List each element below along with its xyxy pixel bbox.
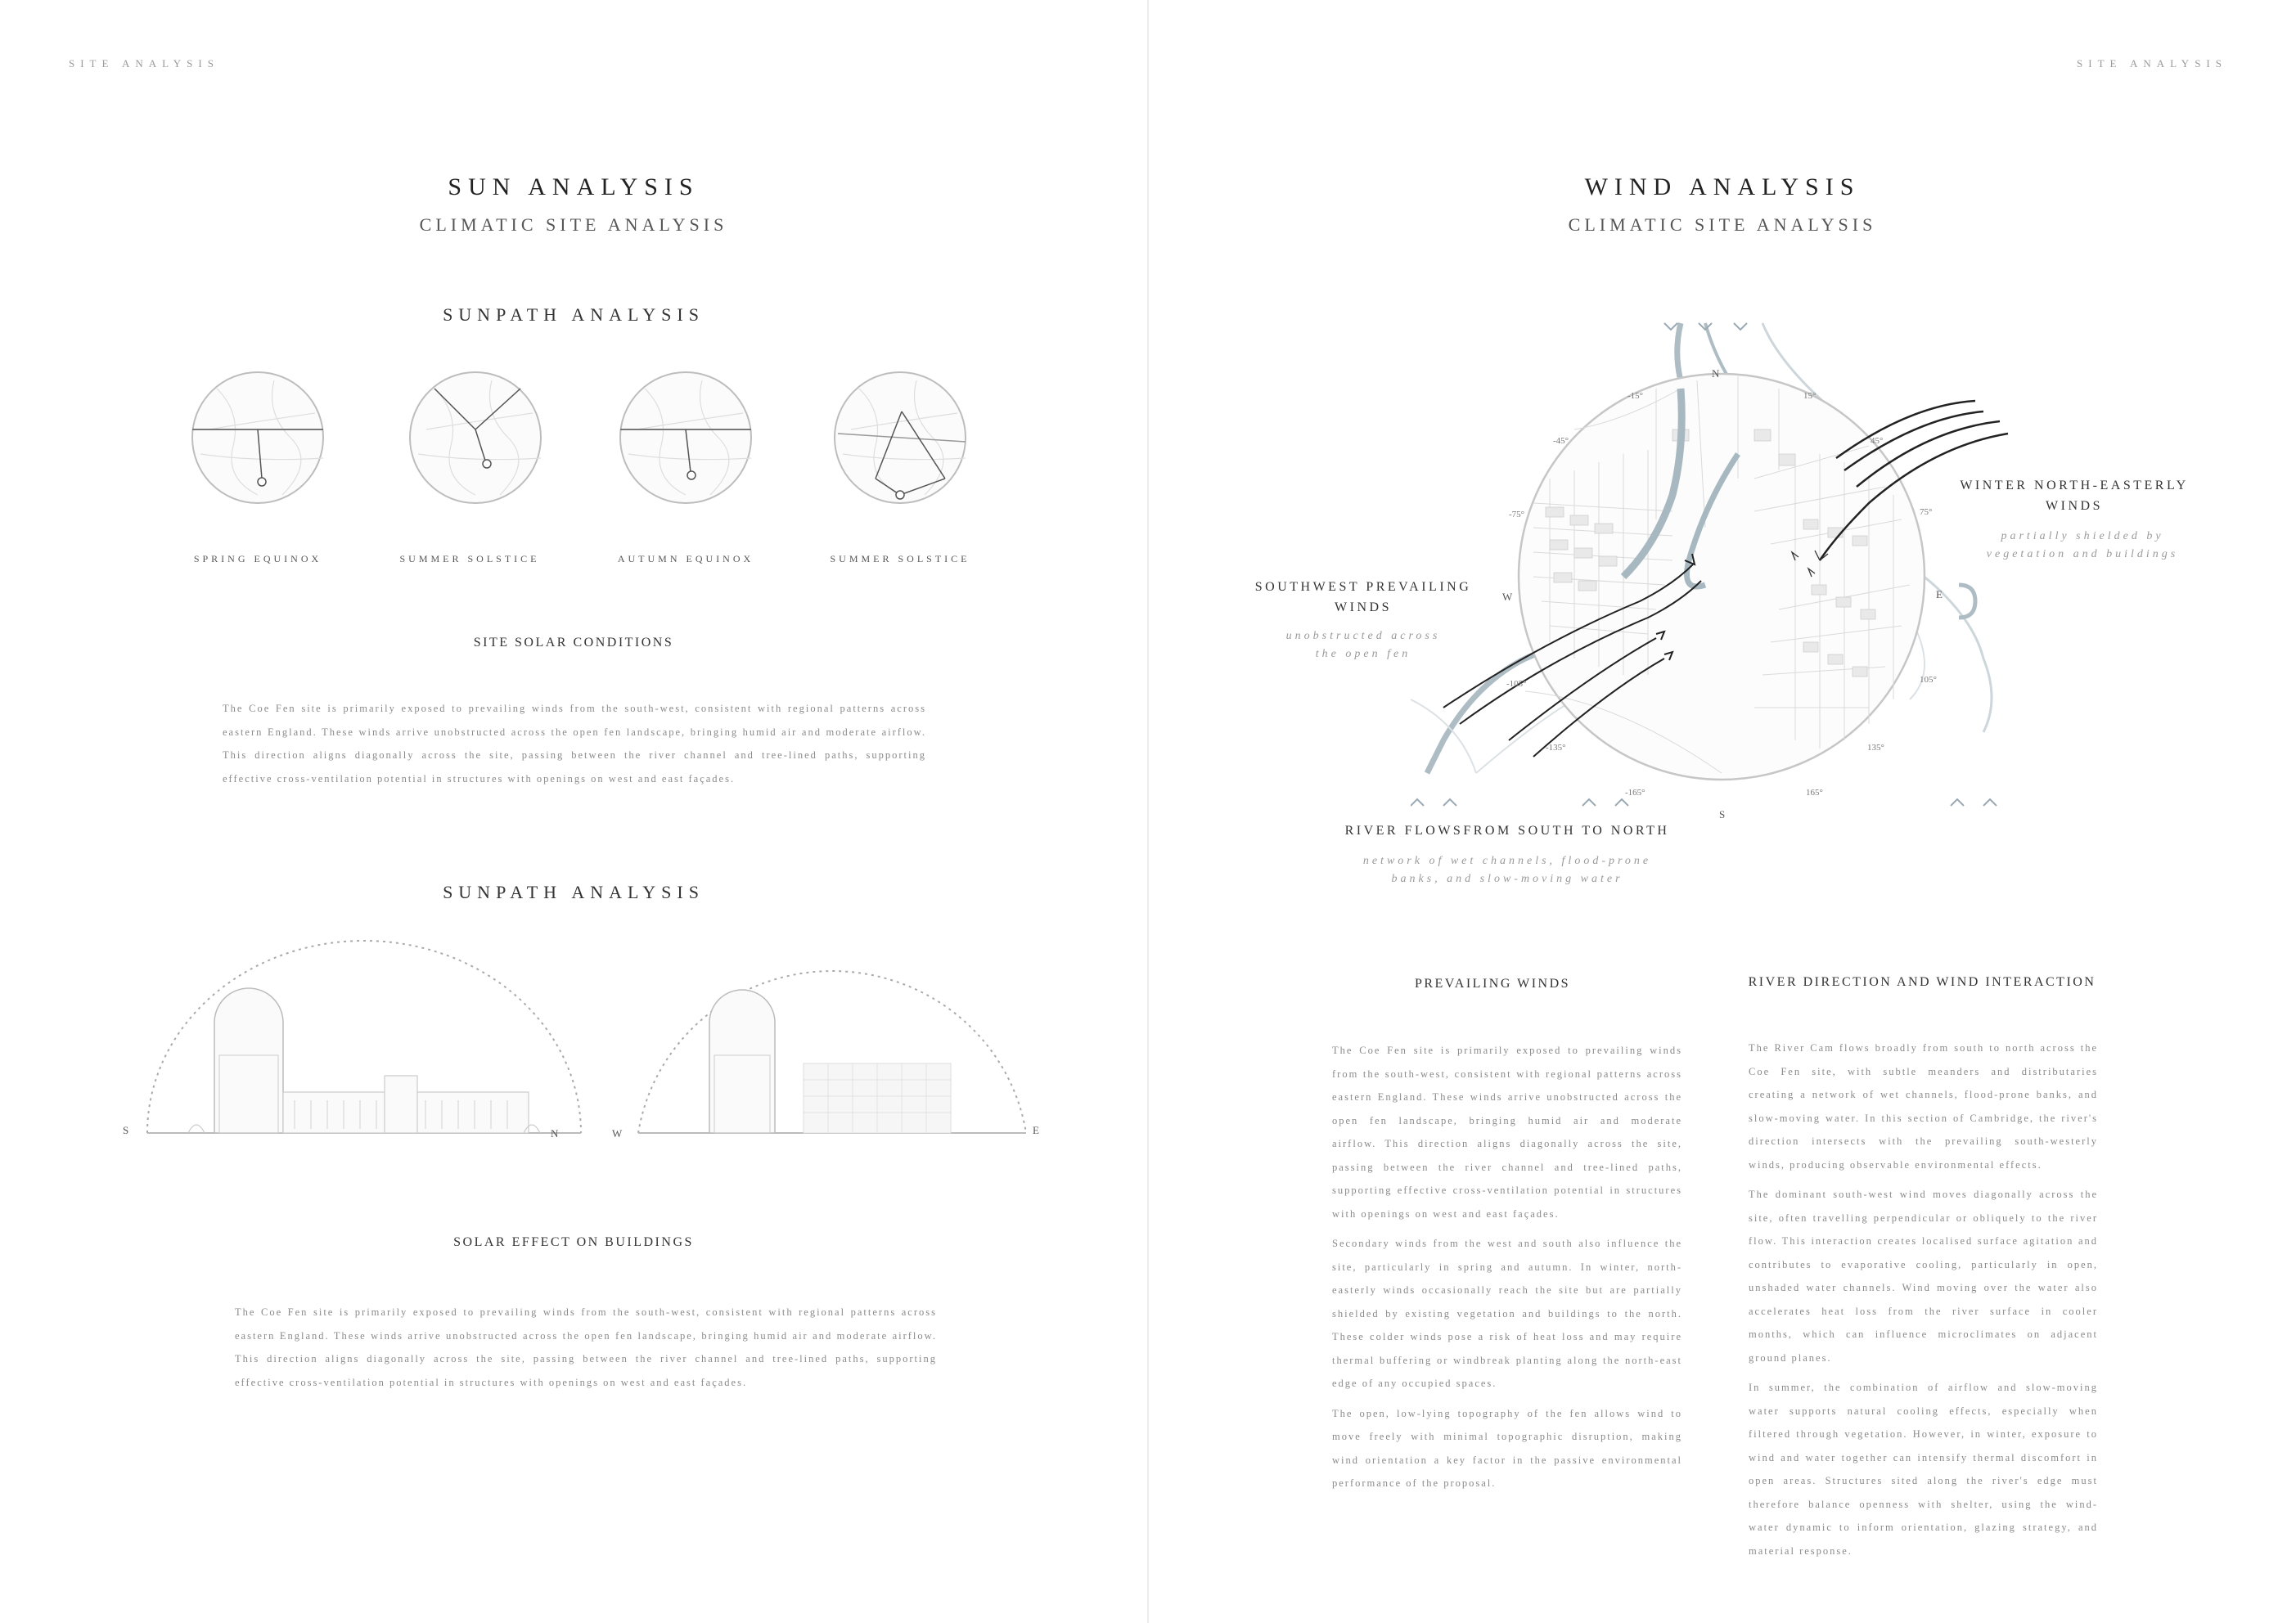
site-solar-text: The Coe Fen site is primarily exposed to prevailing winds from the south-west, consistent with regional patterns across eastern England. These winds arrive unobstructed across the open fen landscape, bringing humid air and moderate airflow. This direction aligns diagonally across the site, passing between the river channel and tree-lined paths, supporting effective cross-ventilation potential in structures with openings on west and east façades. <box>223 703 926 785</box>
prevailing-paragraph: The Coe Fen site is primarily exposed to prevailing winds from the south-west, consistent with regional patterns across eastern England. These winds arrive unobstructed across the open fen landscape, bringing humid air and moderate airflow. This direction aligns diagonally across the site, passing between the river channel and tree-lined paths, supporting effective cross-ventilation potential in structures with openings on west and east façades. <box>1332 1045 1682 1220</box>
section-label-w: W <box>612 1127 623 1140</box>
prevailing-winds-text <box>1332 1039 1682 1502</box>
page-subtitle-sun: CLIMATIC SITE ANALYSIS <box>419 214 728 235</box>
deg-165: 165° <box>1806 788 1823 798</box>
river-paragraph: The dominant south-west wind moves diagonally across the site, often travelling perpendicular or obliquely to the river flow. This interaction creates localised surface agitation and contributes to evaporative cooling, particularly in open, unshaded water channels. Wind moving over the water also accelerates heat loss from the river surface in cooler months, which can influence microclimates on adjacent ground planes. <box>1749 1189 2098 1364</box>
sunpath-diagram-autumn <box>612 364 759 511</box>
running-head-left: SITE ANALYSIS <box>69 57 219 70</box>
sw-winds-label: SOUTHWEST PREVAILING WINDS <box>1254 580 1472 614</box>
sunpath-diagram-spring <box>184 364 331 511</box>
deg-minus45: -45° <box>1553 436 1569 446</box>
deg-minus15: -15° <box>1627 391 1644 401</box>
sunpath-diagram-summer-1 <box>402 364 549 511</box>
caption-spring-equinox: SPRING EQUINOX <box>193 553 322 564</box>
ne-winds-label: WINTER NORTH-EASTERLY WINDS <box>1960 479 2189 513</box>
sunpath-diagram-summer-2 <box>826 364 974 511</box>
ne-winds-note: partially shielded by vegetation and buildings <box>1986 530 2179 560</box>
solar-effect-text: The Coe Fen site is primarily exposed to prevailing winds from the south-west, consistent with regional patterns across eastern England. These winds arrive unobstructed across the open fen landscape, bringing humid air and moderate airflow. This direction aligns diagonally across the site, passing between the river channel and tree-lined paths, supporting effective cross-ventilation potential in structures with openings on west and east façades. <box>235 1306 937 1388</box>
section-label-n: N <box>551 1127 559 1140</box>
map-compass-n: N <box>1712 367 1720 380</box>
map-compass-w: W <box>1502 591 1513 603</box>
deg-minus135: -135° <box>1546 743 1566 753</box>
section-label-e: E <box>1033 1124 1039 1136</box>
river-interaction-heading: RIVER DIRECTION AND WIND INTERACTION <box>1748 975 2096 989</box>
sunpath-section-sn <box>139 933 589 1145</box>
deg-105: 105° <box>1920 675 1937 685</box>
deg-45: 45° <box>1871 436 1884 446</box>
caption-summer-solstice-1: SUMMER SOLSTICE <box>399 553 540 564</box>
deg-minus105: -105° <box>1506 679 1527 689</box>
prevailing-paragraph: The open, low-lying topography of the fen allows wind to move freely with minimal topographic disruption, making wind orientation a key factor in the passive environmental performance of the proposal. <box>1332 1407 1682 1489</box>
solar-effect-heading: SOLAR EFFECT ON BUILDINGS <box>453 1235 694 1249</box>
sunpath-heading: SUNPATH ANALYSIS <box>443 304 705 325</box>
river-flow-note: network of wet channels, flood-prone banks, and slow-moving water <box>1362 855 1652 885</box>
sw-winds-note: unobstructed across the open fen <box>1285 630 1441 660</box>
page-subtitle-wind: CLIMATIC SITE ANALYSIS <box>1568 214 1877 235</box>
deg-15: 15° <box>1803 391 1817 401</box>
sunpath-section-we <box>632 933 1033 1145</box>
river-paragraph: The River Cam flows broadly from south to north across the Coe Fen site, with subtle meanders and distributaries creating a network of wet channels, flood-prone banks, and slow-moving water. In this section of Cambridge, the river's direction intersects with the prevailing south-westerly winds, producing observable environmental effects. <box>1749 1042 2098 1171</box>
deg-minus75: -75° <box>1509 510 1525 519</box>
prevailing-paragraph: Secondary winds from the west and south also influence the site, particularly in spring and autumn. In winter, north-easterly winds occasionally reach the site but are partially shielded by existing vegetation and buildings to the north. These colder winds pose a risk of heat loss and may require thermal buffering or windbreak planting along the north-east edge of any occupied spaces. <box>1332 1238 1682 1389</box>
sunpath-heading-2: SUNPATH ANALYSIS <box>443 882 705 902</box>
caption-autumn-equinox: AUTUMN EQUINOX <box>617 553 754 564</box>
caption-summer-solstice-2: SUMMER SOLSTICE <box>830 553 970 564</box>
river-paragraph: In summer, the combination of airflow and slow-moving water supports natural cooling effects, especially when filtered through vegetation. However, in winter, exposure to wind and water together can intensify thermal discomfort in open areas. Structures sited along the river's edge must therefore balance openness with shelter, using the wind-water dynamic to inform orientation, glazing strategy, and material response. <box>1749 1382 2098 1557</box>
right-page <box>1149 0 2296 1623</box>
wind-map <box>1411 315 2033 822</box>
river-interaction-text <box>1749 1036 2098 1569</box>
page-title-wind: WIND ANALYSIS <box>1584 173 1861 200</box>
map-compass-s: S <box>1719 808 1726 820</box>
left-page <box>0 0 1147 1623</box>
prevailing-winds-heading: PREVAILING WINDS <box>1414 977 1571 991</box>
section-label-s: S <box>123 1124 129 1136</box>
page-title-sun: SUN ANALYSIS <box>448 173 700 200</box>
map-compass-e: E <box>1936 588 1943 600</box>
deg-minus165: -165° <box>1625 788 1645 798</box>
deg-75: 75° <box>1920 507 1933 517</box>
site-solar-heading: SITE SOLAR CONDITIONS <box>473 636 674 650</box>
deg-135: 135° <box>1867 743 1884 753</box>
running-head-right: SITE ANALYSIS <box>2077 57 2227 70</box>
river-flow-label: RIVER FLOWSFROM SOUTH TO NORTH <box>1344 824 1670 838</box>
